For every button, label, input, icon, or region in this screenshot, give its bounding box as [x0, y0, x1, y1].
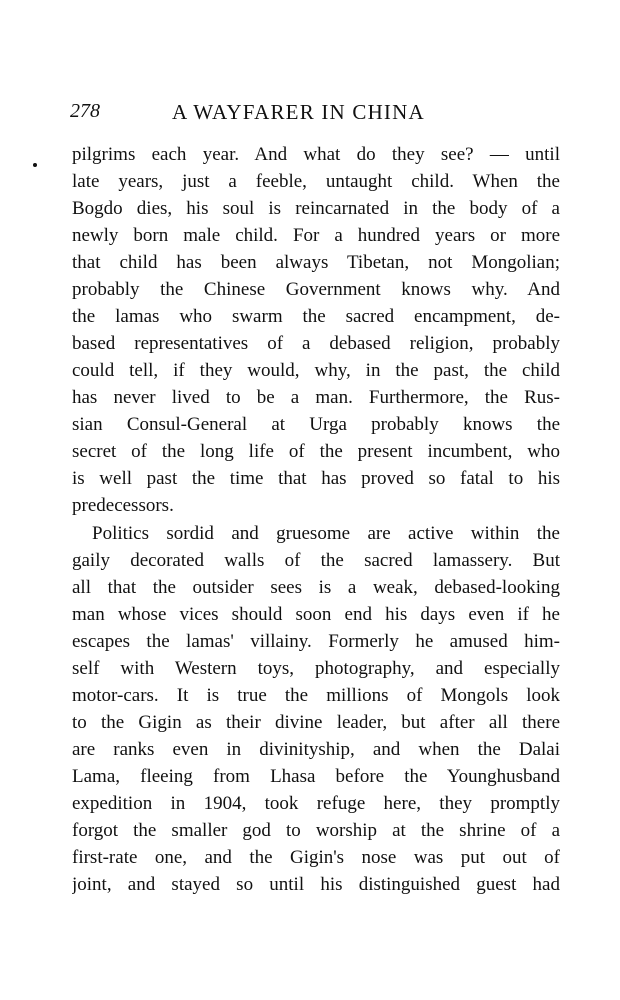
text-line: is well past the time that has proved so fatal to his [72, 468, 560, 489]
text-line: Politics sordid and gruesome are active within the [92, 523, 560, 544]
running-title: A WAYFARER IN CHINA [172, 100, 425, 124]
text-line: the lamas who swarm the sacred encampment, de- [72, 306, 560, 327]
text-line: expedition in 1904, took refuge here, they promptly [72, 793, 560, 814]
text-line: to the Gigin as their divine leader, but after all there [72, 712, 560, 733]
text-line: motor-cars. It is true the millions of Mongols look [72, 685, 560, 706]
text-line: secret of the long life of the present incumbent, who [72, 441, 560, 462]
text-line: based representatives of a debased religion, probably [72, 333, 560, 354]
text-line: could tell, if they would, why, in the past, the child [72, 360, 560, 381]
text-line: self with Western toys, photography, and especially [72, 658, 560, 679]
text-line: that child has been always Tibetan, not Mongolian; [72, 252, 560, 273]
text-line: are ranks even in divinityship, and when the Dalai [72, 739, 560, 760]
text-line: Bogdo dies, his soul is reincarnated in the body of a [72, 198, 560, 219]
text-line: man whose vices should soon end his days even if he [72, 604, 560, 625]
text-line: predecessors. [72, 495, 174, 516]
paragraph-2 [72, 520, 560, 898]
text-line: newly born male child. For a hundred years or more [72, 225, 560, 246]
margin-dot [33, 163, 37, 167]
paragraph-1 [72, 141, 560, 519]
text-line: late years, just a feeble, untaught child. When the [72, 171, 560, 192]
text-line: all that the outsider sees is a weak, debased-looking [72, 577, 560, 598]
text-line: gaily decorated walls of the sacred lamassery. But [72, 550, 560, 571]
text-line: Lama, fleeing from Lhasa before the Younghusband [72, 766, 560, 787]
page-header [70, 100, 470, 130]
text-line: first-rate one, and the Gigin's nose was put out of [72, 847, 560, 868]
text-line: forgot the smaller god to worship at the shrine of a [72, 820, 560, 841]
page-number: 278 [70, 100, 100, 122]
text-line: has never lived to be a man. Furthermore, the Rus- [72, 387, 560, 408]
text-line: pilgrims each year. And what do they see? — until [72, 144, 560, 165]
text-line: joint, and stayed so until his distinguished guest had [72, 874, 560, 895]
text-line: sian Consul-General at Urga probably knows the [72, 414, 560, 435]
text-line: escapes the lamas' villainy. Formerly he amused him- [72, 631, 560, 652]
text-line: probably the Chinese Government knows why. And [72, 279, 560, 300]
